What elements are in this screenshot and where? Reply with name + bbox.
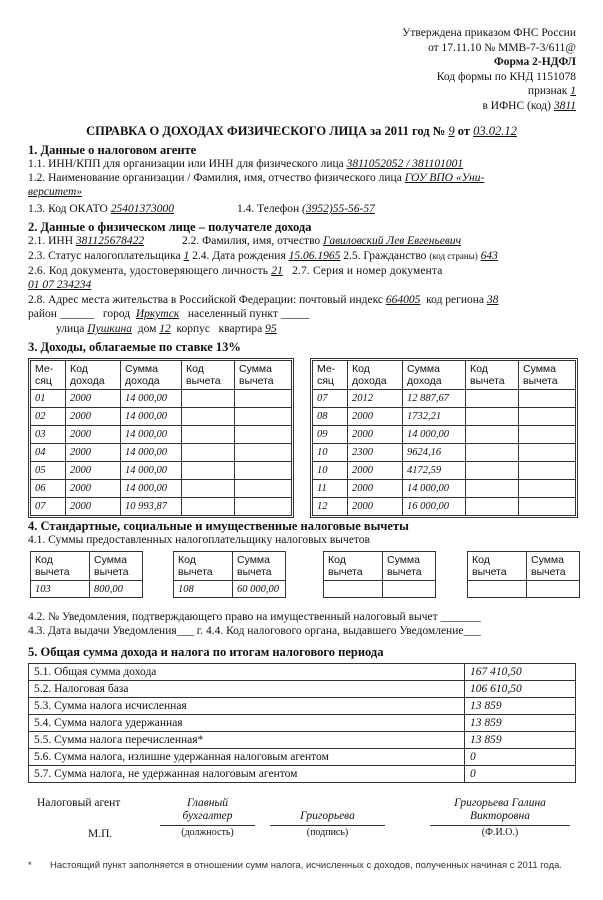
col-deduction-code: Код вычета <box>182 361 235 390</box>
income-cell: 2000 <box>348 498 403 516</box>
signer-signature: Григорьева (подпись) <box>270 810 385 839</box>
income-cell: 03 <box>31 426 66 444</box>
col-month: Ме-сяц <box>313 361 348 390</box>
order-line: от 17.11.10 № ММВ-7-3/611@ <box>428 41 576 54</box>
deduction-code-header: Код вычета <box>31 552 90 581</box>
income-row <box>313 480 576 498</box>
deduction-block <box>323 551 436 598</box>
income-cell: 2000 <box>348 426 403 444</box>
income-cell: 2000 <box>66 390 121 408</box>
agent-name: 1.2. Наименование организации / Фамилия, имя, отчество физического лица ГОУ ВПО «Уни- <box>28 172 485 184</box>
income-cell: 07 <box>313 390 348 408</box>
col-deduction-sum: Сумма вычета <box>519 361 576 390</box>
income-cell: 10 993,87 <box>121 498 182 516</box>
person-fio: 2.2. Фамилия, имя, отчество Гавиловский Лев Евгеньевич <box>182 235 462 247</box>
person-inn: 2.1. ИНН 381125678422 <box>28 235 145 247</box>
income-cell <box>235 408 292 426</box>
deduction-header-row <box>468 552 580 581</box>
income-cell: 2000 <box>66 498 121 516</box>
deduction-code: 103 <box>31 581 90 598</box>
income-cell <box>466 444 519 462</box>
income-cell: 11 <box>313 480 348 498</box>
deduction-code-header: Код вычета <box>174 552 233 581</box>
income-cell <box>519 390 576 408</box>
section-4-heading: 4. Стандартные, социальные и имущественные налоговые вычеты <box>28 519 409 533</box>
income-cell <box>466 462 519 480</box>
income-cell: 10 <box>313 444 348 462</box>
income-cell <box>519 462 576 480</box>
deduction-code-header: Код вычета <box>468 552 527 581</box>
total-value: 167 410,50 <box>465 664 576 681</box>
income-cell <box>182 480 235 498</box>
deduction-header-row <box>174 552 286 581</box>
income-cell <box>519 444 576 462</box>
total-row <box>29 732 576 749</box>
deduction-row <box>324 581 436 598</box>
income-cell: 2000 <box>66 462 121 480</box>
agent-name-continued: верситет» <box>28 186 83 198</box>
income-cell: 14 000,00 <box>121 408 182 426</box>
deduction-sum-header: Сумма вычета <box>233 552 286 581</box>
deduction-row <box>468 581 580 598</box>
person-address-city: район ______ город Иркутск населенный пункт _____ <box>28 308 310 320</box>
total-row <box>29 681 576 698</box>
income-cell: 2000 <box>348 480 403 498</box>
signer-fio: Григорьева Галина Викторовна (Ф.И.О.) <box>430 797 570 839</box>
deduction-code <box>468 581 527 598</box>
income-row <box>313 390 576 408</box>
income-table-header-row <box>313 361 576 390</box>
total-row <box>29 715 576 732</box>
income-cell: 14 000,00 <box>121 390 182 408</box>
signer-position: Главный бухгалтер (должность) <box>160 797 255 839</box>
income-cell: 2000 <box>348 462 403 480</box>
income-row <box>313 462 576 480</box>
notice-number-line: 4.2. № Уведомления, подтверждающего право на имущественный налоговый вычет _______ <box>28 611 481 623</box>
deduction-code-header: Код вычета <box>324 552 383 581</box>
income-cell: 12 887,67 <box>403 390 466 408</box>
deduction-code: 108 <box>174 581 233 598</box>
income-cell <box>235 498 292 516</box>
person-document: 2.6. Код документа, удостоверяющего личность 21 2.7. Серия и номер документа <box>28 265 443 277</box>
income-cell <box>519 426 576 444</box>
deduction-row <box>31 581 143 598</box>
total-value: 13 859 <box>465 732 576 749</box>
income-table-right <box>312 360 576 516</box>
tax-agent-label: Налоговый агент <box>37 797 121 809</box>
income-cell <box>182 444 235 462</box>
income-cell: 01 <box>31 390 66 408</box>
income-cell <box>182 390 235 408</box>
knd-code: Код формы по КНД 1151078 <box>436 70 576 83</box>
form-header <box>402 26 576 113</box>
section-5-heading: 5. Общая сумма дохода и налога по итогам налогового периода <box>28 645 384 659</box>
deduction-block <box>467 551 580 598</box>
income-cell: 1732,21 <box>403 408 466 426</box>
income-cell <box>182 426 235 444</box>
total-value: 0 <box>465 766 576 783</box>
income-cell: 2300 <box>348 444 403 462</box>
income-cell <box>235 462 292 480</box>
section-4-1: 4.1. Суммы предоставленных налогоплательщику налоговых вычетов <box>28 534 370 546</box>
income-cell <box>466 426 519 444</box>
total-value: 13 859 <box>465 698 576 715</box>
document-title: СПРАВКА О ДОХОДАХ ФИЗИЧЕСКОГО ЛИЦА за 2011 год № 9 от 03.02.12 <box>86 124 517 138</box>
income-cell: 14 000,00 <box>121 462 182 480</box>
income-cell <box>182 408 235 426</box>
income-row <box>31 426 292 444</box>
deduction-code <box>324 581 383 598</box>
form-name: Форма 2-НДФЛ <box>493 56 576 68</box>
income-row <box>31 408 292 426</box>
col-deduction-code: Код вычета <box>466 361 519 390</box>
deduction-block <box>30 551 143 598</box>
income-row <box>313 444 576 462</box>
agent-phone: 1.4. Телефон (3952)55-56-57 <box>237 203 375 215</box>
deduction-sum: 800,00 <box>90 581 143 598</box>
deduction-sum: 60 000,00 <box>233 581 286 598</box>
income-cell: 14 000,00 <box>403 426 466 444</box>
deduction-row <box>174 581 286 598</box>
income-table-left <box>30 360 292 516</box>
person-address-postal: 2.8. Адрес места жительства в Российской Федерации: почтовый индекс 664005 код региона 38 <box>28 294 499 306</box>
notice-date-line: 4.3. Дата выдачи Уведомления___ г. 4.4. Код налогового органа, выдавшего Уведомление___ <box>28 625 481 637</box>
income-cell: 04 <box>31 444 66 462</box>
total-row <box>29 766 576 783</box>
totals-table <box>28 663 576 783</box>
col-income-sum: Сумма дохода <box>121 361 182 390</box>
income-cell: 06 <box>31 480 66 498</box>
col-month: Ме-сяц <box>31 361 66 390</box>
agent-okato: 1.3. Код ОКАТО 25401373000 <box>28 203 174 215</box>
income-row <box>313 426 576 444</box>
income-cell <box>182 462 235 480</box>
total-value: 0 <box>465 749 576 766</box>
income-cell: 2000 <box>66 480 121 498</box>
deduction-sum-header: Сумма вычета <box>383 552 436 581</box>
income-cell: 16 000,00 <box>403 498 466 516</box>
person-address-street: улица Пушкина дом 12 корпус квартира 95 <box>56 323 277 335</box>
income-cell: 02 <box>31 408 66 426</box>
income-row <box>313 408 576 426</box>
income-cell <box>519 408 576 426</box>
income-cell: 2000 <box>66 444 121 462</box>
income-row <box>31 444 292 462</box>
income-row <box>313 498 576 516</box>
income-cell <box>235 480 292 498</box>
income-cell: 14 000,00 <box>403 480 466 498</box>
income-row <box>31 498 292 516</box>
section-2-heading: 2. Данные о физическом лице – получателе дохода <box>28 220 312 234</box>
col-income-code: Код дохода <box>66 361 121 390</box>
total-row <box>29 664 576 681</box>
approval-line: Утверждена приказом ФНС России <box>402 27 576 39</box>
income-cell: 08 <box>313 408 348 426</box>
col-deduction-sum: Сумма вычета <box>235 361 292 390</box>
agent-inn-kpp: 1.1. ИНН/КПП для организации или ИНН для физического лица 3811052052 / 381101001 <box>28 158 464 170</box>
income-cell: 09 <box>313 426 348 444</box>
col-income-code: Код дохода <box>348 361 403 390</box>
total-label: 5.6. Сумма налога, излишне удержанная налоговым агентом <box>29 749 465 766</box>
deduction-block <box>173 551 286 598</box>
income-cell: 14 000,00 <box>121 426 182 444</box>
income-cell <box>466 498 519 516</box>
section-1-heading: 1. Данные о налоговом агенте <box>28 143 197 157</box>
total-label: 5.5. Сумма налога перечисленная* <box>29 732 465 749</box>
income-cell <box>235 390 292 408</box>
income-row <box>31 390 292 408</box>
income-cell <box>235 426 292 444</box>
income-cell <box>466 408 519 426</box>
income-cell: 4172,59 <box>403 462 466 480</box>
income-cell <box>466 480 519 498</box>
income-cell: 10 <box>313 462 348 480</box>
total-label: 5.7. Сумма налога, не удержанная налоговым агентом <box>29 766 465 783</box>
income-row <box>31 462 292 480</box>
total-row <box>29 749 576 766</box>
income-cell: 2012 <box>348 390 403 408</box>
income-cell <box>235 444 292 462</box>
stamp-place: М.П. <box>88 828 113 840</box>
deduction-sum-header: Сумма вычета <box>90 552 143 581</box>
ifns-line: в ИФНС (код) 3811 <box>482 99 576 112</box>
income-cell: 2000 <box>66 426 121 444</box>
person-status-birth-citizenship: 2.3. Статус налогоплательщика 1 2.4. Дата рождения 15.06.1965 2.5. Гражданство (код страны) 643 <box>28 250 498 262</box>
income-row <box>31 480 292 498</box>
deduction-sum <box>383 581 436 598</box>
income-cell: 2000 <box>348 408 403 426</box>
footnote: * Настоящий пункт заполняется в отношении сумм налога, исчисленных с доходов, полученных начиная с 2011 года. <box>28 860 563 871</box>
income-cell: 12 <box>313 498 348 516</box>
section-3-heading: 3. Доходы, облагаемые по ставке 13% <box>28 340 241 354</box>
total-label: 5.3. Сумма налога исчисленная <box>29 698 465 715</box>
income-cell <box>519 480 576 498</box>
deduction-sum-header: Сумма вычета <box>527 552 580 581</box>
deduction-header-row <box>324 552 436 581</box>
total-value: 13 859 <box>465 715 576 732</box>
income-cell <box>519 498 576 516</box>
total-value: 106 610,50 <box>465 681 576 698</box>
income-cell: 14 000,00 <box>121 444 182 462</box>
total-label: 5.1. Общая сумма дохода <box>29 664 465 681</box>
total-label: 5.4. Сумма налога удержанная <box>29 715 465 732</box>
income-cell: 2000 <box>66 408 121 426</box>
total-label: 5.2. Налоговая база <box>29 681 465 698</box>
deduction-sum <box>527 581 580 598</box>
income-cell: 07 <box>31 498 66 516</box>
income-cell: 9624,16 <box>403 444 466 462</box>
person-document-number: 01 07 234234 <box>28 279 92 291</box>
income-cell: 05 <box>31 462 66 480</box>
col-income-sum: Сумма дохода <box>403 361 466 390</box>
income-table-header-row <box>31 361 292 390</box>
income-cell <box>182 498 235 516</box>
deduction-header-row <box>31 552 143 581</box>
income-cell: 14 000,00 <box>121 480 182 498</box>
total-row <box>29 698 576 715</box>
income-cell <box>466 390 519 408</box>
sign-line: признак 1 <box>527 85 576 97</box>
